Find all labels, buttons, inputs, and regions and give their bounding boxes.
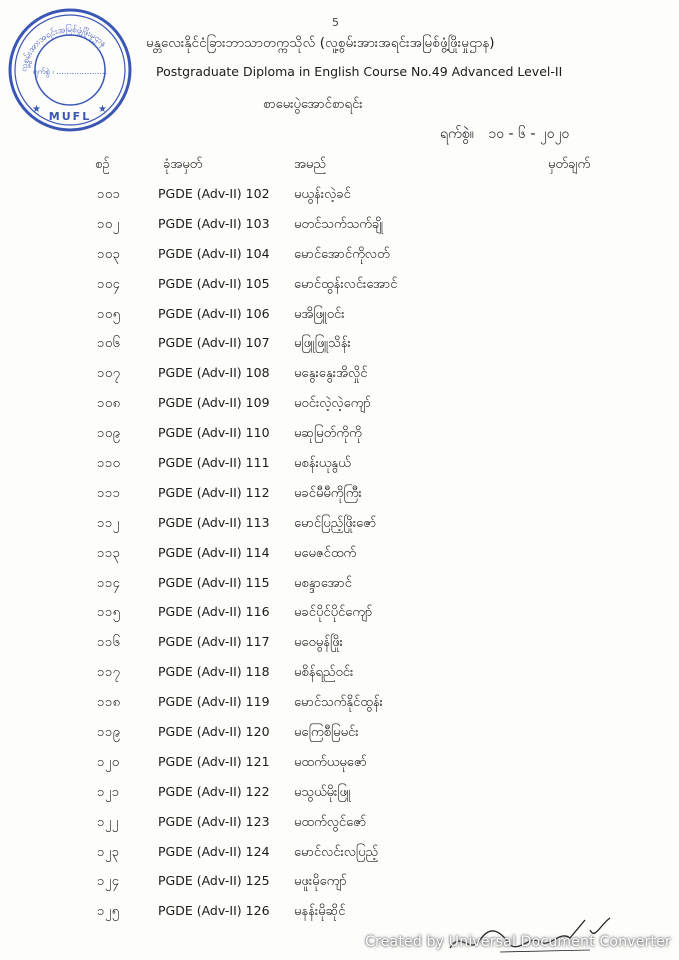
column-header-roll: ခုံအမှတ် — [163, 157, 203, 172]
list-item — [0, 686, 679, 716]
seal-star-icon: ★ — [98, 104, 107, 115]
student-name: မအိဖြူဝင်း — [294, 306, 345, 322]
course-title: Postgraduate Diploma in English Course No.49 Advanced Level-II — [156, 64, 563, 79]
student-name: မနန်းမိုဆိုင် — [294, 904, 346, 920]
list-item — [0, 507, 679, 537]
roll-number: PGDE (Adv-II) 103 — [158, 215, 270, 231]
roll-number: PGDE (Adv-II) 122 — [158, 783, 270, 799]
student-name: မကြေစီမြမင်း — [294, 725, 359, 741]
institution-title: မန္တလေးနိုင်ငံခြားဘာသာတက္ကသိုလ် (လူ့စွမ်းအားအရင်းအမြစ်ဖွံ့ဖြိုးမှုဌာန) — [146, 35, 495, 51]
student-name: မနွေးနွေးအိလှိုင် — [294, 366, 368, 382]
roll-number: PGDE (Adv-II) 115 — [158, 574, 270, 590]
row-number: ၁၀၈ — [97, 396, 121, 412]
list-item — [0, 656, 679, 686]
signature — [440, 900, 620, 960]
row-number: ၁၀၂ — [97, 216, 120, 232]
row-number: ၁၀၁ — [97, 187, 121, 202]
student-name: မထက်လွင်ဇော် — [294, 814, 367, 830]
date-line — [440, 124, 569, 145]
roll-number: PGDE (Adv-II) 121 — [158, 753, 270, 769]
roll-number: PGDE (Adv-II) 116 — [158, 604, 270, 620]
column-header-number: စဉ် — [95, 157, 110, 172]
list-item — [0, 447, 679, 477]
column-header-remark: မှတ်ချက် — [548, 157, 591, 172]
row-number: ၁၁၀ — [97, 456, 121, 472]
row-number: ၁၀၇ — [97, 366, 121, 382]
student-name: မယွန်းလဲ့ခင် — [294, 187, 351, 202]
list-item — [0, 298, 679, 328]
list-item — [0, 417, 679, 447]
row-number: ၁၂၄ — [97, 874, 120, 890]
row-number: ၁၂၃ — [97, 844, 120, 860]
student-name: မခင်ပိုင်ပိုင်ကျော် — [294, 605, 373, 621]
list-item — [0, 208, 679, 238]
row-number: ၁၁၅ — [97, 605, 121, 621]
roll-number: PGDE (Adv-II) 112 — [158, 484, 270, 500]
row-number: ၁၁၂ — [97, 515, 120, 531]
student-name: မစန်းယုနွယ် — [294, 456, 351, 472]
results-list — [0, 178, 679, 925]
roll-number: PGDE (Adv-II) 114 — [158, 544, 270, 560]
student-name: မောင်ထွန်းလင်းအောင် — [294, 276, 398, 292]
list-item — [0, 327, 679, 357]
list-item — [0, 865, 679, 895]
row-number: ၁၂၁ — [97, 784, 120, 800]
row-number: ၁၁၁ — [97, 485, 121, 501]
student-name: မောင်အောင်ကိုလတ် — [294, 246, 390, 262]
student-name: မောင်လင်းလပြည့် — [294, 844, 379, 860]
official-seal — [6, 6, 134, 134]
student-name: မထက်ယမုဇော် — [294, 754, 367, 770]
student-name: မစန္ဒာအောင် — [294, 575, 352, 591]
row-number: ၁၀၆ — [97, 336, 121, 352]
list-item — [0, 387, 679, 417]
roll-number: PGDE (Adv-II) 118 — [158, 664, 270, 680]
roll-number: PGDE (Adv-II) 113 — [158, 514, 270, 530]
list-item — [0, 567, 679, 597]
roll-number: PGDE (Adv-II) 117 — [158, 634, 270, 650]
roll-number: PGDE (Adv-II) 108 — [158, 365, 270, 381]
seal-bottom-text: MUFL — [48, 110, 92, 123]
student-name: မောင်သက်နိုင်ထွန်း — [294, 695, 383, 711]
converter-watermark: Created by Universal Document Converter — [365, 934, 671, 950]
roll-number: PGDE (Adv-II) 123 — [158, 813, 270, 829]
student-name: မဖြူဖြူသိန်း — [294, 336, 351, 352]
roll-number: PGDE (Adv-II) 110 — [158, 425, 270, 441]
date-value: ၁၀ - ၆ - ၂၀၂၀ — [488, 126, 570, 142]
row-number: ၁၁၇ — [97, 665, 121, 681]
list-item — [0, 776, 679, 806]
student-name: မစိန်ရည်ဝင်း — [294, 665, 354, 681]
row-number: ၁၁၉ — [97, 725, 121, 741]
student-name: မခင်မီမီကိုကြီး — [294, 485, 362, 501]
list-item — [0, 537, 679, 567]
row-number: ၁၂၀ — [97, 754, 120, 770]
student-name: မဆုမြတ်ကိုကို — [294, 426, 362, 442]
student-name: မတင်သက်သက်ချို — [294, 216, 384, 232]
roll-number: PGDE (Adv-II) 105 — [158, 275, 270, 291]
student-name: မဖူးမိုကျော် — [294, 874, 347, 890]
list-item — [0, 716, 679, 746]
roll-number: PGDE (Adv-II) 125 — [158, 873, 270, 889]
roll-number: PGDE (Adv-II) 107 — [158, 335, 270, 351]
row-number: ၁၁၄ — [97, 575, 121, 591]
list-item — [0, 806, 679, 836]
row-number: ၁၂၅ — [97, 904, 120, 920]
roll-number: PGDE (Adv-II) 111 — [158, 455, 270, 471]
document-header — [146, 34, 666, 115]
roll-number: PGDE (Adv-II) 126 — [158, 903, 270, 919]
seal-center-text: ရက်စွဲ ၊ .................... — [32, 67, 108, 76]
roll-number: PGDE (Adv-II) 109 — [158, 395, 270, 411]
roll-number: PGDE (Adv-II) 119 — [158, 694, 270, 710]
column-header-name: အမည် — [294, 157, 326, 172]
list-item — [0, 596, 679, 626]
list-item — [0, 238, 679, 268]
list-item — [0, 178, 679, 208]
student-name: မဝေမွန်ဖြိုး — [294, 635, 343, 651]
row-number: ၁၂၂ — [97, 814, 119, 830]
row-number: ၁၀၃ — [97, 246, 121, 262]
list-item — [0, 836, 679, 866]
row-number: ၁၁၃ — [97, 545, 121, 561]
list-item — [0, 626, 679, 656]
student-name: မဝင်းလဲ့လဲ့ကျော် — [294, 396, 371, 412]
student-name: မောင်ပြည့်ဖြိုးဇော် — [294, 515, 377, 531]
list-item — [0, 357, 679, 387]
row-number: ၁၁၆ — [97, 635, 121, 651]
roll-number: PGDE (Adv-II) 104 — [158, 245, 270, 261]
seal-ring-text: လူ့စွမ်းအားအရင်းအမြစ်ဖွံ့ဖြိုးမှုဌာန — [19, 24, 109, 73]
student-name: မမေဇင်ထက် — [294, 545, 357, 561]
row-number: ၁၀၅ — [97, 306, 121, 322]
date-label: ရက်စွဲ။ — [440, 126, 474, 142]
row-number: ၁၀၉ — [97, 426, 121, 442]
row-number: ၁၁၈ — [97, 695, 121, 711]
list-item — [0, 746, 679, 776]
list-item — [0, 268, 679, 298]
list-title: စာမေးပွဲအောင်စာရင်း — [263, 97, 363, 112]
student-name: မသွယ်မိုးဖြူ — [294, 784, 351, 800]
list-item — [0, 477, 679, 507]
roll-number: PGDE (Adv-II) 106 — [158, 305, 270, 321]
roll-number: PGDE (Adv-II) 124 — [158, 843, 270, 859]
roll-number: PGDE (Adv-II) 120 — [158, 724, 270, 740]
page-number: 5 — [332, 16, 339, 29]
seal-star-icon: ★ — [32, 104, 41, 115]
roll-number: PGDE (Adv-II) 102 — [158, 186, 270, 201]
row-number: ၁၀၄ — [97, 276, 121, 292]
